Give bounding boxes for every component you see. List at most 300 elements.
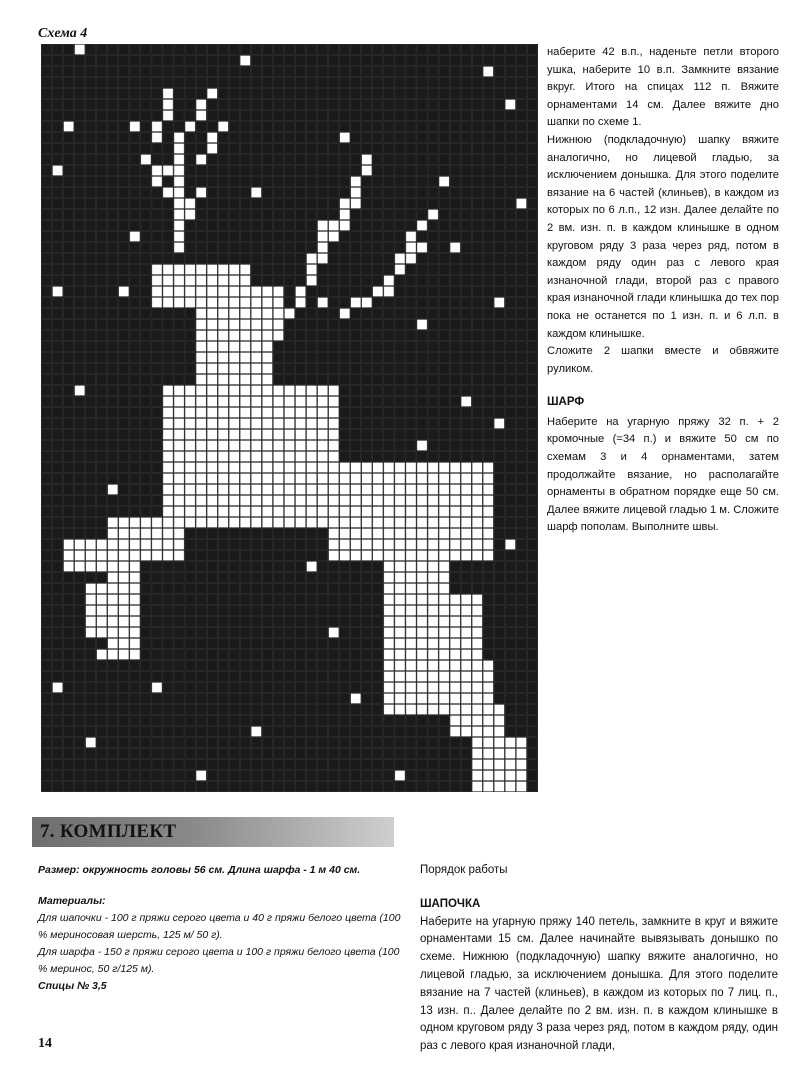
chart-cell-light (450, 507, 460, 517)
chart-cell-light (417, 320, 427, 330)
chart-cell-light (174, 474, 184, 484)
chart-cell-dark (185, 78, 195, 88)
chart-cell-dark (196, 67, 206, 77)
chart-cell-light (273, 518, 283, 528)
chart-cell-dark (97, 320, 107, 330)
chart-cell-dark (262, 760, 272, 770)
chart-cell-dark (262, 562, 272, 572)
chart-cell-dark (240, 188, 250, 198)
chart-cell-dark (53, 188, 63, 198)
chart-cell-dark (251, 551, 261, 561)
chart-cell-dark (207, 584, 217, 594)
chart-cell-dark (450, 67, 460, 77)
chart-cell-dark (483, 56, 493, 66)
chart-cell-dark (384, 177, 394, 187)
chart-cell-dark (494, 617, 504, 627)
chart-cell-dark (42, 199, 52, 209)
chart-cell-dark (307, 771, 317, 781)
page-number: 14 (38, 1036, 52, 1051)
chart-cell-light (439, 672, 449, 682)
chart-cell-light (196, 430, 206, 440)
chart-cell-dark (229, 606, 239, 616)
chart-cell-light (417, 243, 427, 253)
chart-cell-dark (450, 144, 460, 154)
chart-cell-light (273, 496, 283, 506)
chart-cell-dark (406, 441, 416, 451)
chart-cell-light (207, 452, 217, 462)
chart-cell-dark (64, 232, 74, 242)
chart-cell-dark (53, 243, 63, 253)
chart-cell-dark (472, 408, 482, 418)
chart-cell-light (86, 628, 96, 638)
chart-cell-light (251, 507, 261, 517)
chart-cell-dark (273, 738, 283, 748)
chart-cell-dark (152, 749, 162, 759)
chart-cell-dark (163, 716, 173, 726)
chart-cell-light (196, 375, 206, 385)
chart-cell-dark (284, 243, 294, 253)
chart-cell-dark (472, 265, 482, 275)
chart-cell-dark (340, 650, 350, 660)
chart-cell-dark (527, 760, 537, 770)
chart-cell-dark (75, 661, 85, 671)
chart-cell-dark (406, 210, 416, 220)
chart-cell-dark (75, 254, 85, 264)
chart-cell-dark (229, 694, 239, 704)
chart-cell-dark (218, 144, 228, 154)
chart-cell-dark (284, 111, 294, 121)
chart-cell-light (174, 540, 184, 550)
chart-cell-dark (229, 705, 239, 715)
chart-cell-dark (406, 133, 416, 143)
chart-cell-dark (516, 441, 526, 451)
chart-cell-dark (53, 177, 63, 187)
chart-cell-light (406, 562, 416, 572)
chart-cell-dark (196, 89, 206, 99)
chart-cell-light (207, 485, 217, 495)
chart-cell-light (406, 529, 416, 539)
chart-cell-dark (97, 507, 107, 517)
chart-cell-dark (141, 364, 151, 374)
chart-cell-light (119, 540, 129, 550)
chart-cell-dark (130, 485, 140, 495)
chart-cell-dark (64, 320, 74, 330)
chart-cell-dark (362, 243, 372, 253)
chart-cell-light (64, 551, 74, 561)
chart-cell-light (461, 727, 471, 737)
chart-cell-light (240, 309, 250, 319)
chart-cell-dark (505, 628, 515, 638)
chart-cell-light (64, 540, 74, 550)
chart-cell-dark (130, 177, 140, 187)
chart-cell-light (273, 287, 283, 297)
chart-cell-dark (516, 485, 526, 495)
chart-cell-dark (75, 276, 85, 286)
chart-cell-dark (329, 320, 339, 330)
chart-cell-light (108, 595, 118, 605)
chart-cell-dark (229, 595, 239, 605)
chart-cell-dark (152, 397, 162, 407)
chart-cell-dark (461, 221, 471, 231)
chart-cell-dark (395, 386, 405, 396)
chart-cell-dark (42, 694, 52, 704)
chart-cell-dark (351, 562, 361, 572)
chart-cell-dark (163, 650, 173, 660)
chart-cell-dark (307, 540, 317, 550)
chart-cell-dark (196, 694, 206, 704)
chart-cell-dark (505, 89, 515, 99)
chart-cell-dark (174, 67, 184, 77)
chart-cell-dark (218, 111, 228, 121)
chart-cell-dark (262, 727, 272, 737)
chart-cell-dark (273, 232, 283, 242)
chart-cell-dark (240, 727, 250, 737)
chart-cell-dark (108, 210, 118, 220)
chart-cell-dark (406, 782, 416, 792)
chart-cell-light (262, 452, 272, 462)
chart-cell-dark (64, 738, 74, 748)
chart-cell-dark (284, 254, 294, 264)
chart-cell-dark (163, 562, 173, 572)
chart-cell-dark (207, 100, 217, 110)
chart-cell-dark (130, 45, 140, 55)
chart-cell-dark (207, 243, 217, 253)
chart-cell-dark (428, 353, 438, 363)
chart-cell-dark (417, 386, 427, 396)
chart-cell-dark (450, 771, 460, 781)
chart-cell-dark (329, 562, 339, 572)
chart-cell-dark (505, 584, 515, 594)
chart-cell-dark (196, 166, 206, 176)
chart-cell-dark (86, 210, 96, 220)
chart-cell-dark (262, 639, 272, 649)
chart-cell-dark (406, 221, 416, 231)
chart-cell-dark (141, 375, 151, 385)
chart-cell-dark (362, 727, 372, 737)
chart-cell-light (406, 639, 416, 649)
chart-cell-dark (472, 584, 482, 594)
chart-cell-dark (494, 100, 504, 110)
chart-cell-dark (284, 683, 294, 693)
chart-cell-dark (340, 243, 350, 253)
chart-cell-light (207, 507, 217, 517)
chart-cell-light (163, 100, 173, 110)
chart-cell-dark (516, 111, 526, 121)
chart-cell-dark (329, 694, 339, 704)
chart-cell-dark (406, 452, 416, 462)
chart-cell-dark (130, 309, 140, 319)
chart-cell-dark (64, 298, 74, 308)
chart-cell-dark (75, 496, 85, 506)
chart-cell-dark (174, 760, 184, 770)
chart-cell-dark (318, 683, 328, 693)
chart-cell-dark (461, 100, 471, 110)
chart-cell-dark (527, 78, 537, 88)
chart-cell-dark (218, 540, 228, 550)
chart-cell-light (461, 551, 471, 561)
chart-cell-light (185, 386, 195, 396)
chart-cell-dark (119, 430, 129, 440)
chart-cell-light (494, 738, 504, 748)
chart-cell-dark (86, 177, 96, 187)
chart-cell-dark (152, 342, 162, 352)
chart-cell-dark (42, 89, 52, 99)
chart-cell-light (240, 353, 250, 363)
chart-cell-light (174, 298, 184, 308)
chart-cell-light (428, 210, 438, 220)
chart-cell-light (483, 529, 493, 539)
chart-cell-light (472, 518, 482, 528)
chart-cell-dark (527, 386, 537, 396)
chart-cell-dark (75, 155, 85, 165)
chart-cell-dark (284, 188, 294, 198)
chart-cell-dark (108, 463, 118, 473)
chart-cell-light (108, 628, 118, 638)
chart-cell-dark (42, 650, 52, 660)
chart-cell-dark (340, 320, 350, 330)
chart-cell-dark (428, 320, 438, 330)
chart-cell-light (296, 507, 306, 517)
chart-cell-dark (505, 562, 515, 572)
chart-cell-light (417, 672, 427, 682)
chart-cell-dark (185, 727, 195, 737)
chart-cell-dark (395, 287, 405, 297)
chart-cell-dark (240, 639, 250, 649)
chart-cell-dark (75, 441, 85, 451)
chart-cell-dark (527, 573, 537, 583)
chart-cell-dark (185, 760, 195, 770)
chart-cell-light (86, 562, 96, 572)
chart-cell-dark (152, 210, 162, 220)
chart-cell-dark (64, 155, 74, 165)
chart-cell-dark (406, 320, 416, 330)
chart-cell-light (318, 232, 328, 242)
chart-cell-dark (439, 298, 449, 308)
chart-cell-light (406, 661, 416, 671)
chart-cell-dark (384, 56, 394, 66)
chart-cell-dark (450, 133, 460, 143)
chart-cell-dark (395, 397, 405, 407)
chart-cell-light (163, 276, 173, 286)
chart-cell-dark (483, 375, 493, 385)
chart-cell-dark (527, 617, 537, 627)
chart-cell-dark (340, 298, 350, 308)
chart-cell-dark (296, 738, 306, 748)
chart-cell-dark (296, 639, 306, 649)
chart-cell-light (273, 320, 283, 330)
chart-cell-light (472, 496, 482, 506)
chart-cell-dark (207, 716, 217, 726)
chart-cell-light (218, 375, 228, 385)
chart-cell-dark (229, 78, 239, 88)
chart-cell-dark (395, 364, 405, 374)
chart-cell-dark (395, 45, 405, 55)
chart-cell-dark (461, 452, 471, 462)
chart-cell-dark (97, 639, 107, 649)
chart-cell-dark (251, 144, 261, 154)
chart-cell-dark (185, 221, 195, 231)
chart-cell-dark (53, 100, 63, 110)
chart-cell-light (417, 507, 427, 517)
chart-cell-dark (439, 133, 449, 143)
chart-cell-dark (97, 243, 107, 253)
chart-cell-dark (296, 133, 306, 143)
chart-cell-dark (483, 254, 493, 264)
chart-cell-dark (505, 320, 515, 330)
chart-cell-light (119, 628, 129, 638)
chart-cell-light (472, 760, 482, 770)
chart-cell-dark (86, 67, 96, 77)
chart-cell-dark (240, 650, 250, 660)
chart-cell-dark (42, 727, 52, 737)
chart-cell-dark (130, 155, 140, 165)
chart-cell-light (494, 749, 504, 759)
chart-cell-dark (395, 727, 405, 737)
chart-cell-dark (240, 199, 250, 209)
chart-cell-dark (229, 683, 239, 693)
chart-cell-dark (406, 166, 416, 176)
chart-cell-light (351, 694, 361, 704)
chart-cell-dark (284, 650, 294, 660)
chart-cell-dark (296, 584, 306, 594)
chart-cell-dark (483, 177, 493, 187)
chart-cell-dark (527, 529, 537, 539)
chart-cell-dark (340, 188, 350, 198)
chart-cell-dark (152, 595, 162, 605)
chart-cell-light (163, 452, 173, 462)
chart-cell-dark (406, 364, 416, 374)
chart-cell-dark (329, 364, 339, 374)
chart-cell-dark (97, 166, 107, 176)
chart-cell-dark (163, 584, 173, 594)
chart-cell-dark (75, 408, 85, 418)
chart-cell-dark (461, 364, 471, 374)
chart-cell-dark (505, 485, 515, 495)
chart-cell-dark (273, 628, 283, 638)
chart-cell-dark (97, 254, 107, 264)
chart-cell-dark (428, 67, 438, 77)
chart-cell-dark (373, 452, 383, 462)
chart-cell-dark (75, 298, 85, 308)
chart-cell-light (296, 408, 306, 418)
chart-cell-dark (251, 628, 261, 638)
chart-cell-dark (340, 573, 350, 583)
chart-cell-dark (428, 254, 438, 264)
chart-cell-light (141, 518, 151, 528)
chart-cell-light (406, 254, 416, 264)
chart-cell-dark (362, 331, 372, 341)
chart-cell-dark (75, 133, 85, 143)
chart-cell-dark (406, 177, 416, 187)
chart-cell-dark (97, 463, 107, 473)
chart-cell-dark (527, 177, 537, 187)
chart-cell-dark (450, 375, 460, 385)
chart-cell-dark (86, 122, 96, 132)
chart-cell-dark (75, 617, 85, 627)
chart-cell-dark (406, 67, 416, 77)
chart-cell-dark (351, 111, 361, 121)
chart-cell-dark (196, 727, 206, 737)
chart-cell-light (483, 67, 493, 77)
chart-cell-dark (207, 45, 217, 55)
chart-cell-dark (141, 386, 151, 396)
chart-cell-light (174, 485, 184, 495)
chart-cell-dark (86, 408, 96, 418)
chart-cell-light (196, 265, 206, 275)
chart-cell-dark (119, 705, 129, 715)
chart-cell-light (483, 672, 493, 682)
chart-cell-dark (494, 474, 504, 484)
chart-cell-dark (86, 683, 96, 693)
chart-cell-light (218, 507, 228, 517)
chart-cell-light (362, 155, 372, 165)
chart-cell-dark (196, 782, 206, 792)
chart-cell-dark (64, 683, 74, 693)
chart-cell-dark (273, 573, 283, 583)
chart-cell-dark (185, 749, 195, 759)
chart-cell-light (450, 243, 460, 253)
chart-cell-dark (516, 298, 526, 308)
chart-cell-dark (262, 650, 272, 660)
chart-cell-light (494, 727, 504, 737)
chart-cell-dark (439, 265, 449, 275)
chart-cell-dark (97, 298, 107, 308)
chart-cell-light (417, 595, 427, 605)
chart-cell-dark (185, 595, 195, 605)
chart-cell-dark (395, 375, 405, 385)
chart-cell-dark (516, 727, 526, 737)
chart-cell-dark (284, 45, 294, 55)
chart-cell-light (318, 496, 328, 506)
chart-cell-dark (64, 771, 74, 781)
chart-cell-dark (527, 430, 537, 440)
chart-cell-dark (174, 639, 184, 649)
chart-cell-dark (141, 606, 151, 616)
chart-cell-dark (373, 705, 383, 715)
chart-cell-dark (472, 188, 482, 198)
chart-cell-dark (262, 749, 272, 759)
chart-cell-light (229, 386, 239, 396)
chart-cell-dark (450, 309, 460, 319)
chart-cell-dark (86, 419, 96, 429)
chart-cell-dark (494, 441, 504, 451)
chart-cell-dark (527, 122, 537, 132)
chart-cell-light (406, 672, 416, 682)
chart-cell-dark (307, 309, 317, 319)
chart-cell-dark (472, 287, 482, 297)
chart-cell-dark (64, 639, 74, 649)
work-order-title: Порядок работы (420, 864, 508, 876)
chart-cell-light (130, 122, 140, 132)
chart-cell-light (218, 386, 228, 396)
chart-cell-dark (174, 738, 184, 748)
chart-cell-dark (141, 210, 151, 220)
chart-cell-dark (351, 375, 361, 385)
chart-cell-light (417, 551, 427, 561)
chart-cell-dark (196, 584, 206, 594)
chart-cell-dark (307, 650, 317, 660)
chart-cell-dark (395, 452, 405, 462)
chart-cell-light (108, 562, 118, 572)
chart-cell-light (406, 595, 416, 605)
chart-cell-light (196, 287, 206, 297)
chart-cell-dark (450, 749, 460, 759)
chart-cell-light (75, 562, 85, 572)
chart-cell-dark (461, 122, 471, 132)
chart-cell-dark (141, 78, 151, 88)
chart-cell-light (450, 683, 460, 693)
chart-cell-light (163, 89, 173, 99)
